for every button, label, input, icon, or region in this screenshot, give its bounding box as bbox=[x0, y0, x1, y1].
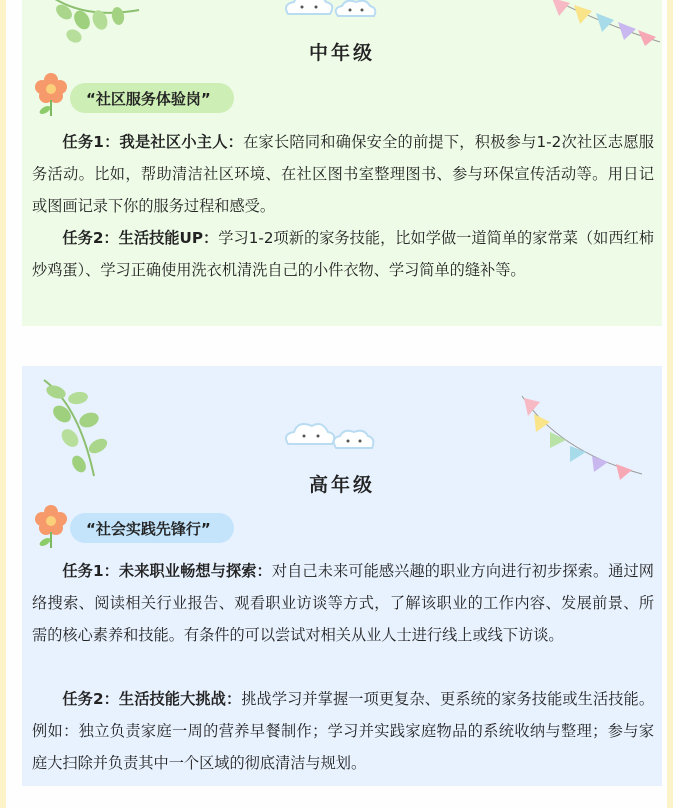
middle-task-2-text: 学习1-2项新的家务技能，比如学做一道简单的家常菜（如西红柿炒鸡蛋）、学习正确使用洗衣机清洗自己的小件衣物、学习简单的缝补等。 bbox=[32, 229, 654, 279]
upper-task-1-label: 任务1：未来职业畅想与探索： bbox=[62, 562, 272, 580]
bunting-flags-icon bbox=[520, 392, 650, 482]
upper-task-2-label: 任务2：生活技能大挑战： bbox=[62, 690, 242, 708]
leaf-branch-icon bbox=[34, 376, 124, 481]
cloud-icon bbox=[280, 0, 390, 22]
flower-icon bbox=[34, 72, 68, 118]
middle-task-1-label: 任务1：我是社区小主人： bbox=[62, 133, 244, 151]
upper-task-2 bbox=[32, 683, 654, 779]
middle-task-1 bbox=[32, 126, 654, 222]
upper-grade-title: 高年级 bbox=[308, 474, 375, 496]
middle-grade-theme-pill: “社区服务体验岗” bbox=[70, 83, 234, 113]
upper-grade-card bbox=[22, 366, 662, 786]
flower-icon bbox=[34, 504, 68, 550]
middle-task-1-text: 在家长陪同和确保安全的前提下，积极参与1-2次社区志愿服务活动。比如，帮助清洁社区环境、在社区图书室整理图书、参与环保宣传活动等。用日记或图画记录下你的服务过程和感受。 bbox=[32, 133, 654, 215]
page-frame bbox=[6, 0, 667, 808]
middle-grade-title: 中年级 bbox=[308, 42, 375, 64]
upper-task-2-text: 挑战学习并掌握一项更复杂、更系统的家务技能或生活技能。例如：独立负责家庭一周的营养早餐制作；学习并实践家庭物品的系统收纳与整理；参与家庭大扫除并负责其中一个区域的彻底清洁与规划。 bbox=[32, 690, 655, 772]
upper-task-1-text: 对自己未来可能感兴趣的职业方向进行初步探索。通过网络搜索、阅读相关行业报告、观看职业访谈等方式，了解该职业的工作内容、发展前景、所需的核心素养和技能。有条件的可以尝试对相关从业人士进行线上或线下访谈。 bbox=[32, 562, 654, 644]
upper-grade-theme-pill: “社会实践先锋行” bbox=[70, 513, 234, 543]
middle-task-2-label: 任务2：生活技能UP： bbox=[62, 229, 219, 247]
upper-task-1 bbox=[32, 555, 654, 651]
cloud-icon bbox=[280, 418, 390, 452]
middle-task-2 bbox=[32, 222, 654, 286]
middle-grade-card bbox=[22, 0, 662, 326]
